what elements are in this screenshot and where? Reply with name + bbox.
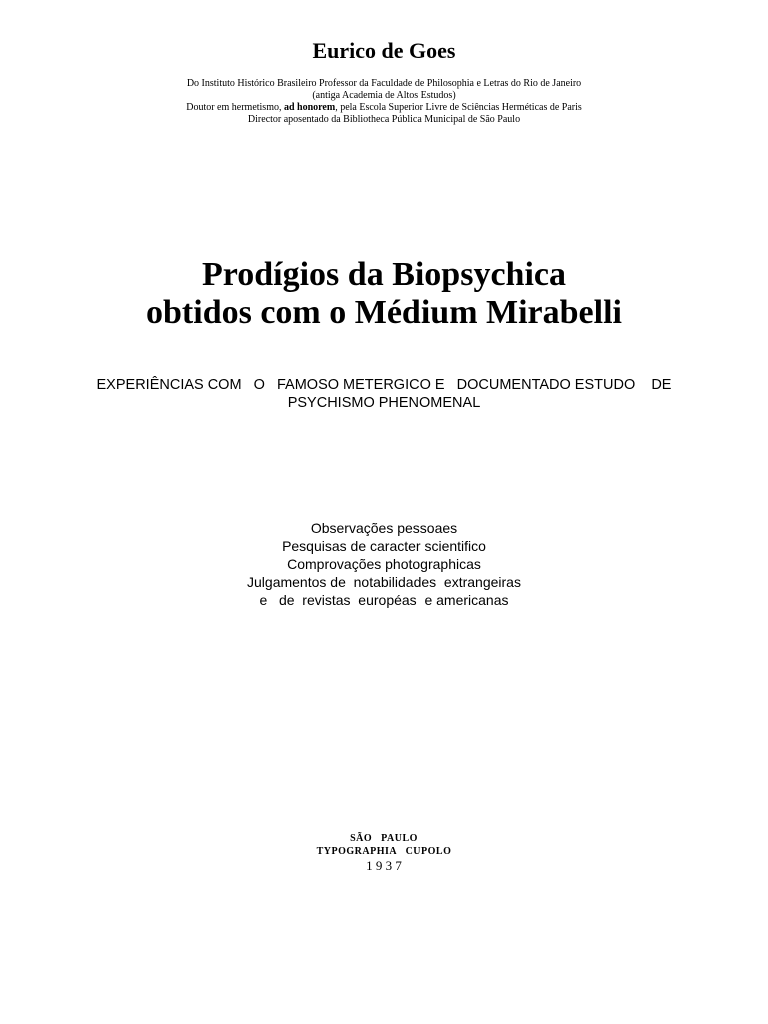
topic-item: Comprovações photographicas <box>287 556 481 572</box>
book-title <box>0 256 768 332</box>
credentials-line-academy: (antiga Academia de Altos Estudos) <box>312 90 456 101</box>
book-title-line-1: Prodígios da Biopsychica <box>202 256 566 293</box>
subtitle-line-1: EXPERIÊNCIAS COM O FAMOSO METERGICO E DOCUMENTADO ESTUDO DE <box>96 377 672 393</box>
doctorate-suffix: , pela Escola Superior Livre de Sciências Herméticas de Paris <box>335 102 582 113</box>
imprint-publisher: TYPOGRAPHIA CUPOLO <box>316 846 452 857</box>
credentials-line-library: Director aposentado da Bibliotheca Pública Municipal de São Paulo <box>247 114 521 125</box>
ad-honorem-text: ad honorem <box>283 102 336 113</box>
credentials-line-doctorate <box>0 102 768 114</box>
subtitle-line-2: PSYCHISMO PHENOMENAL <box>287 395 481 411</box>
credentials-line-institute: Do Instituto Histórico Brasileiro Professor da Faculdade de Philosophia e Letras do Rio de Janeiro <box>186 78 582 89</box>
imprint-city: SÃO PAULO <box>350 833 418 844</box>
topic-item: Pesquisas de caracter scientifico <box>282 538 486 554</box>
book-title-line-2: obtidos com o Médium Mirabelli <box>146 294 622 331</box>
book-subtitle <box>0 376 768 412</box>
imprint <box>0 832 768 874</box>
author-credentials <box>0 78 768 126</box>
topics-list <box>0 519 768 609</box>
topic-item: Julgamentos de notabilidades extrangeiras <box>247 574 521 590</box>
doctorate-prefix: Doutor em hermetismo, <box>186 102 284 113</box>
imprint-year: 1 9 3 7 <box>366 858 402 873</box>
topic-item: e de revistas européas e americanas <box>259 592 509 608</box>
topic-item: Observações pessoaes <box>310 520 458 536</box>
author-name: Eurico de Goes <box>312 38 456 63</box>
